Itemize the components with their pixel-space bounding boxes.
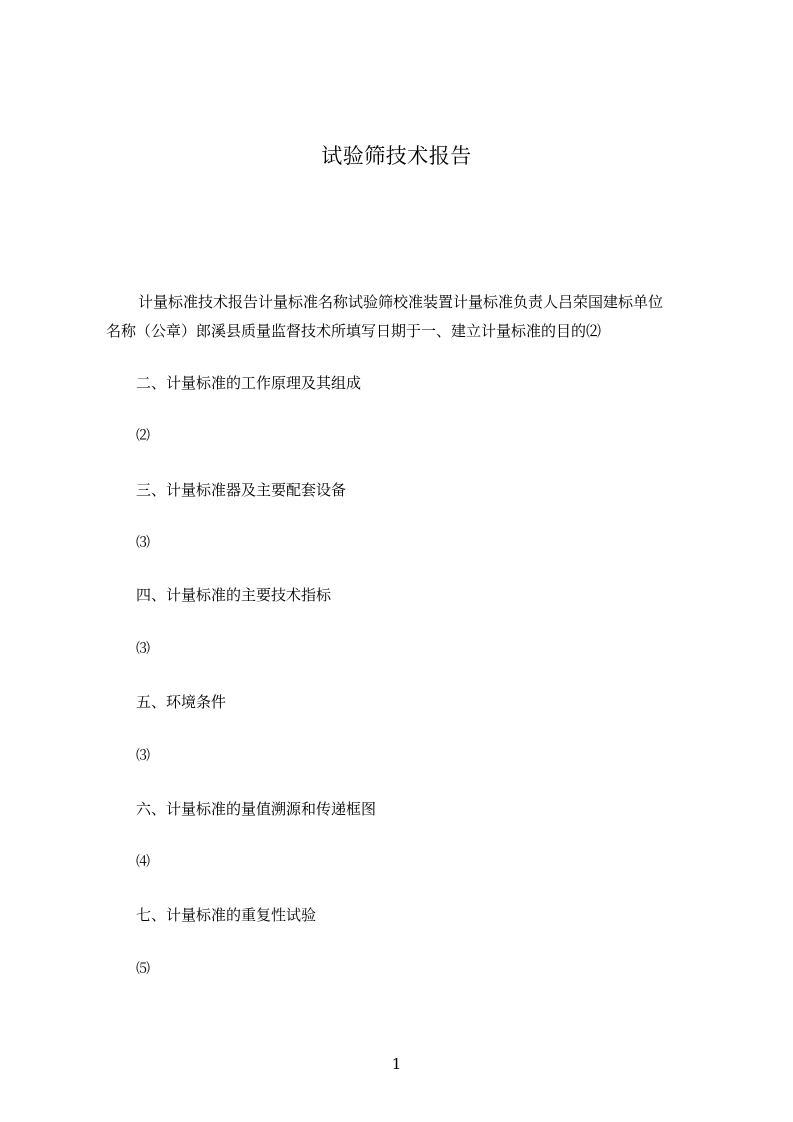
section-page-ref-7: ⑸ [136, 961, 150, 977]
section-heading-3: 三、计量标准器及主要配套设备 [136, 481, 347, 499]
section-heading-4: 四、计量标准的主要技术指标 [136, 586, 332, 604]
section-page-ref-2: ⑵ [136, 428, 150, 444]
section-heading-5: 五、环境条件 [136, 693, 227, 711]
section-page-ref-5: ⑶ [136, 748, 150, 764]
intro-paragraph [106, 288, 706, 346]
section-heading-2: 二、计量标准的工作原理及其组成 [136, 374, 362, 392]
section-page-ref-6: ⑷ [136, 854, 150, 870]
document-title: 试验筛技术报告 [321, 144, 472, 168]
section-page-ref-4: ⑶ [136, 641, 150, 657]
section-page-ref-3: ⑶ [136, 535, 150, 551]
intro-line-2: 名称（公章）郎溪县质量监督技术所填写日期于一、建立计量标准的目的⑵ [106, 322, 602, 340]
page-number: 1 [391, 1055, 402, 1073]
section-heading-7: 七、计量标准的重复性试验 [136, 906, 317, 924]
intro-line-1: 计量标准技术报告计量标准名称试验筛校准装置计量标准负责人吕荣国建标单位 [138, 293, 664, 311]
section-heading-6: 六、计量标准的量值溯源和传递框图 [136, 800, 377, 818]
